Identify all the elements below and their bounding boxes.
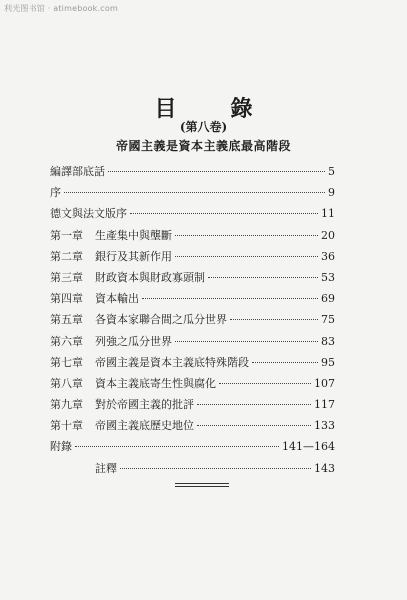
toc-chapter-title: 財政資本與財政寡頭制	[95, 270, 205, 284]
toc-chapter-number: 第三章	[50, 270, 83, 284]
toc-entry-label	[50, 438, 72, 454]
toc-entry-label	[50, 375, 216, 391]
dot-leader	[252, 362, 318, 363]
toc-chapter-title: 銀行及其新作用	[95, 249, 172, 263]
toc-chapter-title: 註釋	[95, 461, 117, 475]
dot-leader	[108, 171, 325, 172]
toc-chapter-number: 第九章	[50, 398, 83, 412]
toc-entry[interactable]	[50, 163, 335, 184]
dot-leader	[197, 425, 311, 426]
toc-entry[interactable]	[50, 184, 335, 205]
toc-entry[interactable]	[50, 205, 335, 226]
toc-entry[interactable]	[50, 311, 335, 332]
toc-chapter-title: 序	[50, 186, 61, 200]
toc-chapter-title: 生產集中與壟斷	[95, 228, 172, 242]
toc-entry-label	[50, 354, 249, 370]
toc-page-number: 36	[321, 249, 335, 263]
toc-entry[interactable]	[50, 269, 335, 290]
toc-entry[interactable]	[50, 354, 335, 375]
toc-chapter-number: 第七章	[50, 355, 83, 369]
toc-entry-label	[50, 269, 205, 285]
table-of-contents	[50, 163, 335, 481]
toc-page-number: 9	[328, 186, 335, 200]
toc-page-number: 143	[314, 461, 335, 475]
toc-page-number: 11	[321, 207, 335, 221]
dot-leader	[197, 404, 311, 405]
toc-entry-label	[50, 460, 117, 476]
toc-chapter-title: 帝國主義底歷史地位	[95, 419, 194, 433]
dot-leader	[120, 468, 311, 469]
toc-chapter-title: 資本輸出	[95, 292, 139, 306]
toc-entry-label	[50, 333, 172, 349]
toc-entry[interactable]	[50, 248, 335, 269]
dot-leader	[219, 383, 311, 384]
toc-page-number: 83	[321, 334, 335, 348]
toc-chapter-title: 附錄	[50, 440, 72, 454]
toc-page-number: 141—164	[282, 440, 335, 454]
toc-entry[interactable]	[50, 438, 335, 459]
toc-chapter-title: 資本主義底寄生性與腐化	[95, 376, 216, 390]
dot-leader	[130, 213, 318, 214]
toc-chapter-number: 第四章	[50, 292, 83, 306]
toc-page-number: 53	[321, 270, 335, 284]
dot-leader	[175, 256, 318, 257]
toc-entry-label	[50, 417, 194, 433]
toc-chapter-number: 第二章	[50, 249, 83, 263]
toc-entry-label	[50, 227, 172, 243]
toc-page-number: 107	[314, 376, 335, 390]
dot-leader	[64, 192, 325, 193]
end-divider	[175, 483, 229, 487]
toc-entry-label	[50, 163, 105, 179]
toc-chapter-number: 第八章	[50, 376, 83, 390]
dot-leader	[230, 319, 318, 320]
toc-entry-label	[50, 248, 172, 264]
toc-chapter-title: 列強之瓜分世界	[95, 334, 172, 348]
toc-entry-label	[50, 205, 127, 221]
toc-chapter-title: 編譯部底話	[50, 165, 105, 178]
toc-chapter-number: 第五章	[50, 313, 83, 327]
toc-page-number: 20	[321, 228, 335, 242]
toc-chapter-title: 德文與法文版序	[50, 207, 127, 221]
toc-chapter-title: 各資本家聯合間之瓜分世界	[95, 313, 227, 327]
toc-entry[interactable]	[50, 375, 335, 396]
toc-page-number: 75	[321, 313, 335, 327]
toc-page-number: 5	[328, 165, 335, 178]
toc-chapter-number: 第十章	[50, 419, 83, 433]
toc-entry-label	[50, 184, 61, 200]
book-subtitle: 帝國主義是資本主義底最高階段	[115, 139, 291, 153]
dot-leader	[175, 235, 318, 236]
toc-entry[interactable]	[50, 460, 335, 481]
dot-leader	[75, 446, 279, 447]
dot-leader	[175, 341, 318, 342]
toc-entry-label	[50, 290, 139, 306]
toc-chapter-number: 第一章	[50, 228, 83, 242]
toc-page-number: 133	[314, 419, 335, 433]
page-title: 目 錄	[154, 96, 269, 122]
toc-chapter-title: 帝國主義是資本主義底特殊階段	[95, 355, 249, 369]
toc-entry[interactable]	[50, 417, 335, 438]
watermark: 利光图书馆 · atimebook.com	[4, 4, 118, 13]
toc-entry[interactable]	[50, 396, 335, 417]
toc-entry-label	[50, 311, 227, 327]
toc-page-number: 95	[321, 355, 335, 369]
toc-entry[interactable]	[50, 333, 335, 354]
toc-chapter-number: 第六章	[50, 334, 83, 348]
dot-leader	[208, 277, 318, 278]
toc-page-number: 69	[321, 292, 335, 306]
dot-leader	[142, 298, 318, 299]
toc-chapter-title: 對於帝國主義的批評	[95, 398, 194, 412]
toc-page-number: 117	[314, 398, 335, 412]
toc-entry-label	[50, 396, 194, 412]
toc-entry[interactable]	[50, 227, 335, 248]
volume-label: (第八卷)	[179, 120, 228, 134]
toc-entry[interactable]	[50, 290, 335, 311]
